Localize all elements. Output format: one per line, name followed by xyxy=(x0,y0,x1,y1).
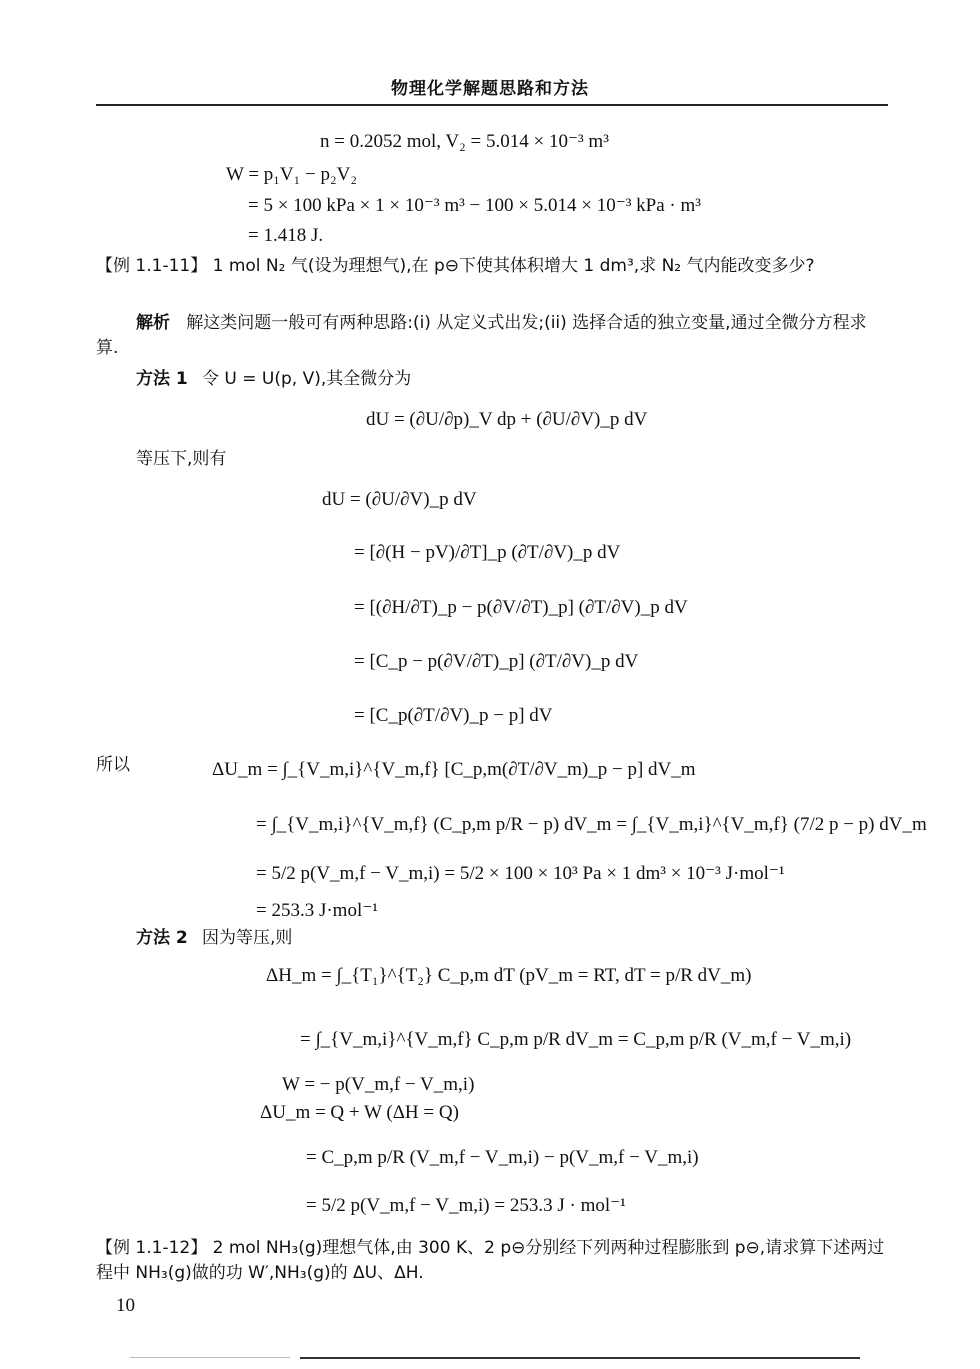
header-rule xyxy=(96,104,888,106)
example-12-text: 2 mol NH₃(g)理想气体,由 300 K、2 p⊖分别经下列两种过程膨胀到 p⊖,请求算下述两过程中 NH₃(g)做的功 W′,NH₃(g)的 ΔU、ΔH. xyxy=(96,1238,885,1283)
derivation-step: = [C_p(∂T/∂V)_p − p] dV xyxy=(354,705,553,726)
page-number: 10 xyxy=(116,1295,135,1316)
page-header-title: 物理化学解题思路和方法 xyxy=(391,79,589,99)
analysis-paragraph xyxy=(96,311,888,360)
scan-edge-mark xyxy=(300,1357,860,1359)
method-1-intro: 令 U = U(p, V),其全微分为 xyxy=(202,369,412,389)
method-1-line xyxy=(136,369,411,390)
equation-line: W = p₁V₁ − p₂V₂ xyxy=(226,164,357,185)
method-2-step: = C_p,m p/R (V_m,f − V_m,i) − p(V_m,f − V_m,i) xyxy=(306,1147,699,1168)
method-2-step: = ∫_{V_m,i}^{V_m,f} C_p,m p/R dV_m = C_p,m p/R (V_m,f − V_m,i) xyxy=(300,1029,852,1050)
method-2-step: ΔH_m = ∫_{T₁}^{T₂} C_p,m dT (pV_m = RT, dT = p/R dV_m) xyxy=(266,965,752,986)
result-step: ΔU_m = ∫_{V_m,i}^{V_m,f} [C_p,m(∂T/∂V_m)_p − p] dV_m xyxy=(212,759,696,780)
scan-edge-mark xyxy=(130,1357,290,1358)
result-step: = ∫_{V_m,i}^{V_m,f} (C_p,m p/R − p) dV_m = ∫_{V_m,i}^{V_m,f} (7/2 p − p) dV_m xyxy=(256,814,927,835)
so-label: 所以 xyxy=(96,755,130,775)
example-12-paragraph xyxy=(96,1236,888,1285)
constant-pressure-note: 等压下,则有 xyxy=(136,449,227,469)
result-step: = 253.3 J·mol⁻¹ xyxy=(256,900,378,921)
method-2-step: ΔU_m = Q + W (ΔH = Q) xyxy=(260,1102,459,1123)
method-2-intro: 因为等压,则 xyxy=(202,928,293,948)
method-2-step: = 5/2 p(V_m,f − V_m,i) = 253.3 J · mol⁻¹ xyxy=(306,1195,626,1216)
equation-line: n = 0.2052 mol, V₂ = 5.014 × 10⁻³ m³ xyxy=(320,131,609,152)
result-step: = 5/2 p(V_m,f − V_m,i) = 5/2 × 100 × 10³ Pa × 1 dm³ × 10⁻³ J·mol⁻¹ xyxy=(256,863,785,884)
analysis-text: 解这类问题一般可有两种思路:(i) 从定义式出发;(ii) 选择合适的独立变量,通过全微分方程求算. xyxy=(96,313,867,358)
method-2-step: W = − p(V_m,f − V_m,i) xyxy=(282,1074,475,1095)
example-12-label: 【例 1.1-12】 xyxy=(96,1238,208,1258)
derivation-step: = [C_p − p(∂V/∂T)_p] (∂T/∂V)_p dV xyxy=(354,651,639,672)
equation-line: = 1.418 J. xyxy=(248,225,324,246)
example-11-label: 【例 1.1-11】 xyxy=(96,256,208,276)
method-1-label: 方法 1 xyxy=(136,369,188,389)
example-11-paragraph xyxy=(96,254,888,279)
analysis-label: 解析 xyxy=(136,313,170,333)
derivation-step: = [(∂H/∂T)_p − p(∂V/∂T)_p] (∂T/∂V)_p dV xyxy=(354,597,688,618)
method-2-line xyxy=(136,928,292,949)
equation-line: = 5 × 100 kPa × 1 × 10⁻³ m³ − 100 × 5.014 × 10⁻³ kPa · m³ xyxy=(248,195,701,216)
derivation-step: dU = (∂U/∂V)_p dV xyxy=(322,489,477,510)
derivation-step: = [∂(H − pV)/∂T]_p (∂T/∂V)_p dV xyxy=(354,542,621,563)
example-11-text: 1 mol N₂ 气(设为理想气),在 p⊖下使其体积增大 1 dm³,求 N₂ 气内能改变多少? xyxy=(212,256,815,276)
total-differential-equation: dU = (∂U/∂p)_V dp + (∂U/∂V)_p dV xyxy=(366,409,648,430)
method-2-label: 方法 2 xyxy=(136,928,188,948)
